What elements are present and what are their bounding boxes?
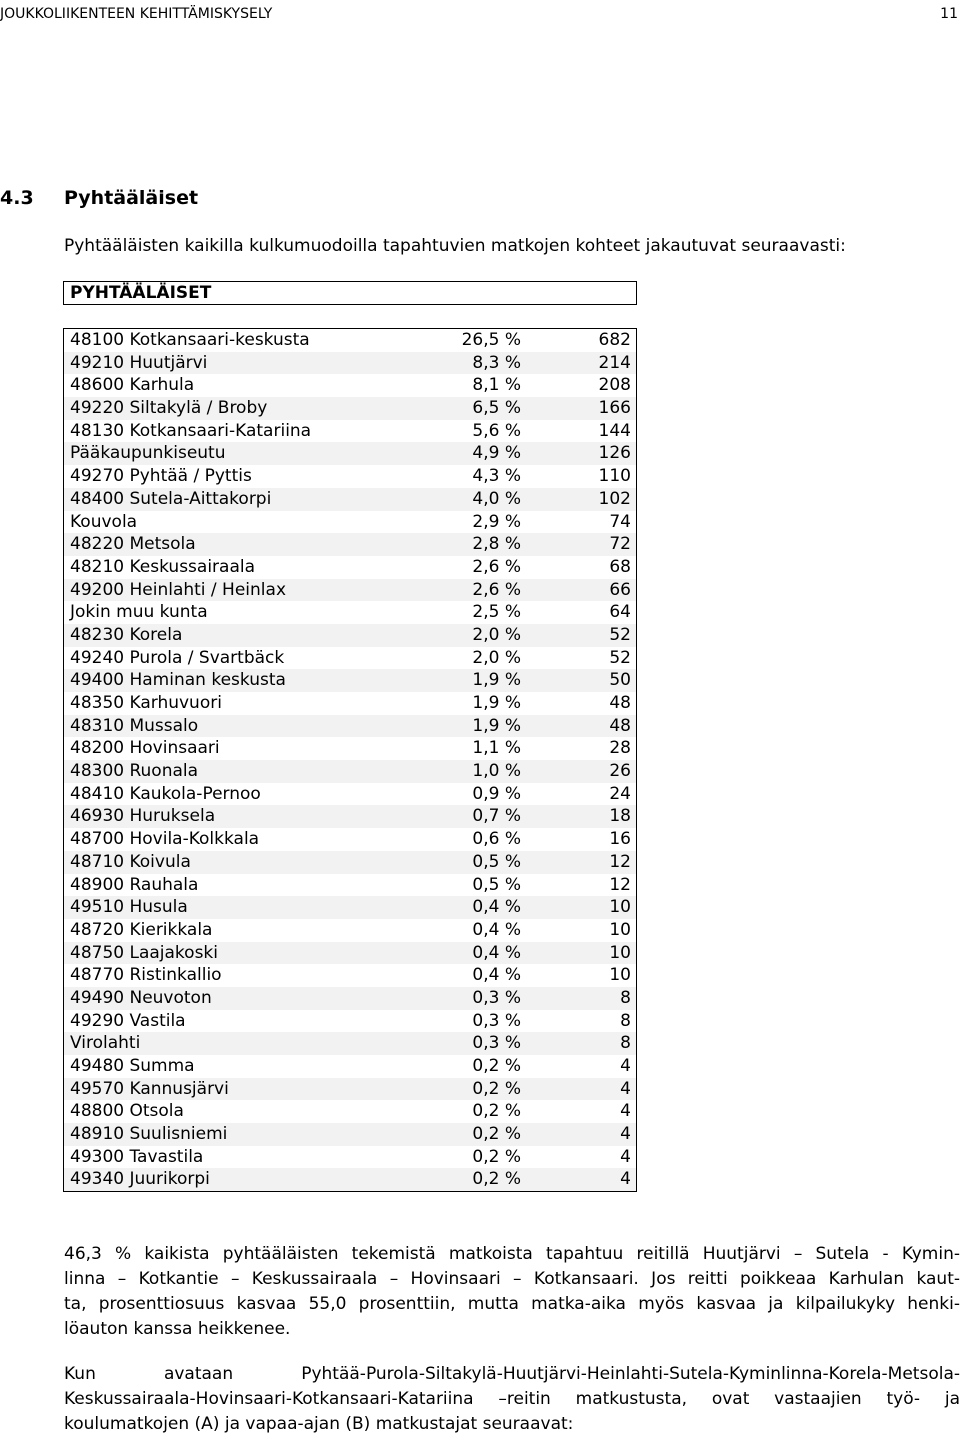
destination-name: 48400 Sutela-Aittakorpi xyxy=(70,488,272,509)
table-row xyxy=(64,1010,636,1033)
destination-name: 48410 Kaukola-Pernoo xyxy=(70,783,261,804)
destination-name: 49300 Tavastila xyxy=(70,1146,204,1167)
trip-count: 52 xyxy=(609,647,631,668)
trip-percentage: 0,2 % xyxy=(472,1101,521,1122)
table-row xyxy=(64,737,636,760)
destination-name: 49490 Neuvoton xyxy=(70,987,212,1008)
table-row xyxy=(64,692,636,715)
destination-name: 48210 Keskussairaala xyxy=(70,556,256,577)
table-row xyxy=(64,329,636,352)
destination-name: 49570 Kannusjärvi xyxy=(70,1078,229,1099)
section-heading xyxy=(0,185,198,211)
trip-percentage: 0,2 % xyxy=(472,1124,521,1145)
trip-percentage: 2,8 % xyxy=(472,534,521,555)
table-row xyxy=(64,851,636,874)
destination-name: 49220 Siltakylä / Broby xyxy=(70,398,268,419)
table-row xyxy=(64,601,636,624)
trip-count: 4 xyxy=(620,1101,631,1122)
table-row xyxy=(64,533,636,556)
destination-name: 49510 Husula xyxy=(70,897,188,918)
table-row xyxy=(64,374,636,397)
destination-name: 48800 Otsola xyxy=(70,1101,184,1122)
trip-count: 52 xyxy=(609,624,631,645)
destination-name: 48750 Laajakoski xyxy=(70,942,218,963)
destination-name: 49210 Huutjärvi xyxy=(70,352,208,373)
trip-count: 28 xyxy=(609,738,631,759)
trip-percentage: 0,3 % xyxy=(472,1033,521,1054)
trip-percentage: 26,5 % xyxy=(461,330,521,350)
trip-count: 4 xyxy=(620,1056,631,1076)
table-row xyxy=(64,1078,636,1101)
table-row xyxy=(64,783,636,806)
trip-percentage: 8,1 % xyxy=(472,375,521,396)
destination-name: 48720 Kierikkala xyxy=(70,919,213,940)
paragraph-line: löauton kanssa heikkenee. xyxy=(64,1319,291,1339)
trip-count: 64 xyxy=(609,602,631,623)
table-row xyxy=(64,488,636,511)
destination-name: 48600 Karhula xyxy=(70,375,195,396)
page-header xyxy=(0,2,960,24)
destination-name: 49340 Juurikorpi xyxy=(70,1169,210,1190)
trip-percentage: 0,4 % xyxy=(472,897,521,918)
trip-count: 10 xyxy=(609,942,631,963)
trip-percentage: 0,2 % xyxy=(472,1056,521,1076)
destination-name: 49270 Pyhtää / Pyttis xyxy=(70,466,252,487)
trip-count: 8 xyxy=(620,1033,631,1054)
route-summary-paragraph xyxy=(64,1242,960,1342)
trip-percentage: 2,6 % xyxy=(472,556,521,577)
destination-name: 48710 Koivula xyxy=(70,851,191,872)
trip-count: 4 xyxy=(620,1124,631,1145)
trip-percentage: 0,4 % xyxy=(472,965,521,986)
destination-name: Pääkaupunkiseutu xyxy=(70,443,226,464)
table-title: PYHTÄÄLÄISET xyxy=(63,281,637,305)
trip-percentage: 2,6 % xyxy=(472,579,521,600)
paragraph-line: Kun avataan Pyhtää-Purola-Siltakylä-Huutjärvi-Heinlahti-Sutela-Kyminlinna-Korela-Metsola- xyxy=(64,1364,960,1384)
trip-percentage: 0,4 % xyxy=(472,942,521,963)
destination-table xyxy=(63,281,637,1192)
trip-percentage: 4,9 % xyxy=(472,443,521,464)
trip-count: 10 xyxy=(609,965,631,986)
table-row xyxy=(64,1100,636,1123)
trip-count: 166 xyxy=(598,398,631,419)
destination-name: 48350 Karhuvuori xyxy=(70,693,222,713)
destination-name: 48310 Mussalo xyxy=(70,715,199,736)
table-body xyxy=(63,328,637,1192)
trip-percentage: 0,2 % xyxy=(472,1169,521,1190)
trip-count: 8 xyxy=(620,987,631,1008)
trip-percentage: 2,5 % xyxy=(472,602,521,623)
destination-name: 48130 Kotkansaari-Katariina xyxy=(70,420,312,441)
destination-name: Kouvola xyxy=(70,511,138,532)
paragraph-line: linna – Kotkantie – Keskussairaala – Hovinsaari – Kotkansaari. Jos reitti poikkeaa Karhulan kaut- xyxy=(64,1269,960,1289)
route-detail-paragraph xyxy=(64,1362,960,1437)
destination-name: 48300 Ruonala xyxy=(70,761,199,782)
table-row xyxy=(64,511,636,534)
trip-percentage: 0,7 % xyxy=(472,806,521,827)
destination-name: 48700 Hovila-Kolkkala xyxy=(70,829,260,850)
trip-percentage: 2,0 % xyxy=(472,647,521,668)
trip-count: 4 xyxy=(620,1169,631,1190)
trip-percentage: 1,0 % xyxy=(472,761,521,782)
trip-percentage: 6,5 % xyxy=(472,398,521,419)
trip-count: 10 xyxy=(609,919,631,940)
table-row xyxy=(64,669,636,692)
table-row xyxy=(64,874,636,897)
destination-name: 49240 Purola / Svartbäck xyxy=(70,647,285,668)
table-row xyxy=(64,964,636,987)
trip-percentage: 2,0 % xyxy=(472,624,521,645)
trip-count: 72 xyxy=(609,534,631,555)
trip-percentage: 4,0 % xyxy=(472,488,521,509)
table-row xyxy=(64,1123,636,1146)
trip-count: 26 xyxy=(609,761,631,782)
trip-percentage: 8,3 % xyxy=(472,352,521,373)
destination-name: 48770 Ristinkallio xyxy=(70,965,222,986)
destination-name: Virolahti xyxy=(70,1033,141,1054)
trip-count: 12 xyxy=(609,851,631,872)
trip-percentage: 0,5 % xyxy=(472,851,521,872)
trip-count: 68 xyxy=(609,556,631,577)
trip-percentage: 0,3 % xyxy=(472,987,521,1008)
destination-name: 48900 Rauhala xyxy=(70,874,199,895)
table-row xyxy=(64,942,636,965)
table-row xyxy=(64,896,636,919)
table-row xyxy=(64,647,636,670)
destination-name: 48230 Korela xyxy=(70,624,183,645)
table-row xyxy=(64,397,636,420)
table-row xyxy=(64,987,636,1010)
trip-count: 8 xyxy=(620,1010,631,1031)
table-row xyxy=(64,1055,636,1078)
trip-percentage: 1,9 % xyxy=(472,670,521,691)
destination-name: 49400 Haminan keskusta xyxy=(70,670,286,691)
page-number: 11 xyxy=(940,6,958,22)
table-row xyxy=(64,556,636,579)
table-row xyxy=(64,442,636,465)
destination-name: 49200 Heinlahti / Heinlax xyxy=(70,579,287,600)
paragraph-line: koulumatkojen (A) ja vapaa-ajan (B) matkustajat seuraavat: xyxy=(64,1414,574,1434)
trip-count: 10 xyxy=(609,897,631,918)
table-row xyxy=(64,352,636,375)
destination-name: 48200 Hovinsaari xyxy=(70,738,220,759)
destination-name: 49290 Vastila xyxy=(70,1010,186,1031)
table-row xyxy=(64,805,636,828)
section-title: Pyhtääläiset xyxy=(64,187,199,209)
table-row xyxy=(64,1146,636,1169)
destination-name: 46930 Huruksela xyxy=(70,806,216,827)
trip-count: 48 xyxy=(609,715,631,736)
trip-count: 102 xyxy=(598,488,631,509)
table-row xyxy=(64,760,636,783)
trip-count: 4 xyxy=(620,1146,631,1167)
trip-count: 12 xyxy=(609,874,631,895)
trip-percentage: 0,3 % xyxy=(472,1010,521,1031)
trip-percentage: 0,2 % xyxy=(472,1078,521,1099)
table-row xyxy=(64,1168,636,1191)
paragraph-line: ta, prosenttiosuus kasvaa 55,0 prosenttiin, mutta matka-aika myös kasvaa ja kilpailukyky henki- xyxy=(64,1294,960,1314)
trip-percentage: 0,6 % xyxy=(472,829,521,850)
section-number: 4.3 xyxy=(0,187,34,209)
destination-name: 48220 Metsola xyxy=(70,534,196,555)
trip-count: 24 xyxy=(609,783,631,804)
trip-count: 74 xyxy=(609,511,631,532)
trip-count: 48 xyxy=(609,693,631,713)
trip-count: 50 xyxy=(609,670,631,691)
trip-count: 4 xyxy=(620,1078,631,1099)
document-title: JOUKKOLIIKENTEEN KEHITTÄMISKYSELY xyxy=(0,6,273,22)
trip-count: 110 xyxy=(598,466,631,487)
paragraph-line: Keskussairaala-Hovinsaari-Kotkansaari-Katariina –reitin matkustusta, ovat vastaajien työ- ja xyxy=(64,1389,960,1409)
trip-count: 682 xyxy=(598,330,631,350)
trip-percentage: 1,9 % xyxy=(472,715,521,736)
destination-name: 49480 Summa xyxy=(70,1056,195,1076)
trip-percentage: 0,4 % xyxy=(472,919,521,940)
trip-count: 214 xyxy=(598,352,631,373)
destination-name: 48910 Suulisniemi xyxy=(70,1124,228,1145)
trip-percentage: 1,9 % xyxy=(472,693,521,713)
trip-count: 16 xyxy=(609,829,631,850)
trip-percentage: 0,9 % xyxy=(472,783,521,804)
trip-percentage: 4,3 % xyxy=(472,466,521,487)
table-row xyxy=(64,420,636,443)
destination-name: 48100 Kotkansaari-keskusta xyxy=(70,330,310,350)
trip-count: 18 xyxy=(609,806,631,827)
trip-percentage: 1,1 % xyxy=(472,738,521,759)
trip-count: 126 xyxy=(598,443,631,464)
trip-count: 208 xyxy=(598,375,631,396)
table-row xyxy=(64,715,636,738)
table-row xyxy=(64,828,636,851)
trip-percentage: 0,5 % xyxy=(472,874,521,895)
trip-percentage: 2,9 % xyxy=(472,511,521,532)
trip-percentage: 0,2 % xyxy=(472,1146,521,1167)
table-row xyxy=(64,1032,636,1055)
trip-count: 66 xyxy=(609,579,631,600)
table-row xyxy=(64,579,636,602)
table-row xyxy=(64,624,636,647)
trip-count: 144 xyxy=(598,420,631,441)
paragraph-line: 46,3 % kaikista pyhtääläisten tekemistä matkoista tapahtuu reitillä Huutjärvi – Sutela - Kymin- xyxy=(64,1244,960,1264)
table-row xyxy=(64,919,636,942)
destination-name: Jokin muu kunta xyxy=(70,602,208,623)
trip-percentage: 5,6 % xyxy=(472,420,521,441)
intro-text: Pyhtääläisten kaikilla kulkumuodoilla tapahtuvien matkojen kohteet jakautuvat seuraavasti: xyxy=(64,236,846,256)
table-row xyxy=(64,465,636,488)
